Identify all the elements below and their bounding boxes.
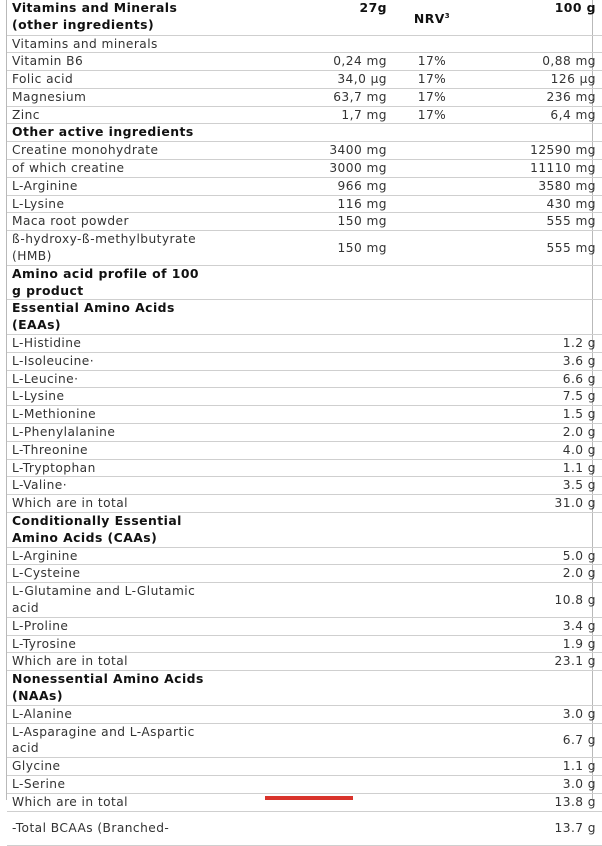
header-serving: 27g [272, 0, 393, 35]
eaa-row-serving [272, 441, 393, 459]
eaa-row-per100: 1.5 g [471, 406, 602, 424]
table-header-row [7, 0, 602, 35]
active-ingredient-row-name: L-Lysine [7, 195, 272, 213]
eaa-row-nrv [393, 459, 471, 477]
eaa-row-serving [272, 388, 393, 406]
eaa-row-name: L-Leucine· [7, 370, 272, 388]
vitamin-row [7, 106, 602, 124]
active-ingredient-row [7, 231, 602, 266]
eaa-row-per100: 3.5 g [471, 477, 602, 495]
eaa-row [7, 441, 602, 459]
eaa-row-per100: 1.1 g [471, 459, 602, 477]
eaa-row-nrv [393, 406, 471, 424]
caa-title-row-nrv [393, 513, 471, 548]
active-ingredient-row-nrv [393, 160, 471, 178]
naa-row-name: Glycine [7, 758, 272, 776]
active-ingredient-row-name: ß-hydroxy-ß-methylbutyrate (HMB) [7, 231, 272, 266]
amino-profile-title-row [7, 265, 602, 300]
caa-row [7, 653, 602, 671]
eaa-row-serving [272, 495, 393, 513]
eaa-title-row-serving [272, 300, 393, 335]
caa-row-name: L-Proline [7, 617, 272, 635]
caa-row-name: L-Arginine [7, 547, 272, 565]
bcaa-row-serving [272, 811, 393, 845]
header-ingredients-line1: Vitamins and Minerals [12, 0, 178, 15]
eaa-row-name: L-Methionine [7, 406, 272, 424]
caa-row-per100: 10.8 g [471, 583, 602, 618]
naa-row-name: L-Serine [7, 775, 272, 793]
caa-row-nrv [393, 547, 471, 565]
vitamin-row-serving: 0,24 mg [272, 53, 393, 71]
naa-row-per100: 1.1 g [471, 758, 602, 776]
active-ingredient-row-nrv [393, 142, 471, 160]
header-per100: 100 g [471, 0, 602, 35]
active-ingredient-row-name: L-Arginine [7, 177, 272, 195]
naa-row-nrv [393, 723, 471, 758]
vitamin-row-serving: 63,7 mg [272, 88, 393, 106]
caa-row-serving [272, 635, 393, 653]
active-ingredient-row [7, 177, 602, 195]
nutrition-table-panel [6, 0, 596, 835]
naa-row [7, 723, 602, 758]
amino-profile-title-row-nrv [393, 265, 471, 300]
header-nrv-cell [393, 0, 471, 35]
naa-row-nrv [393, 758, 471, 776]
eaa-row-per100: 6.6 g [471, 370, 602, 388]
active-ingredient-row [7, 213, 602, 231]
naa-row-per100: 3.0 g [471, 775, 602, 793]
caa-row-serving [272, 583, 393, 618]
eaa-row-per100: 31.0 g [471, 495, 602, 513]
caa-row-name: Which are in total [7, 653, 272, 671]
vitamin-row-name: Zinc [7, 106, 272, 124]
naa-row [7, 758, 602, 776]
naa-row-name: L-Asparagine and L-Aspartic acid [7, 723, 272, 758]
active-ingredient-row-name: of which creatine [7, 160, 272, 178]
eaa-row [7, 424, 602, 442]
vitamin-row-name: Folic acid [7, 71, 272, 89]
amino-profile-title-row-serving [272, 265, 393, 300]
caa-row-nrv [393, 617, 471, 635]
caa-row-nrv [393, 565, 471, 583]
active-ingredient-row-serving: 3000 mg [272, 160, 393, 178]
caa-title-row [7, 513, 602, 548]
bcaa-row-name: -Total BCAAs (Branched- [7, 811, 272, 845]
caa-title-row-serving [272, 513, 393, 548]
other-active-title-row-nrv [393, 124, 471, 142]
active-ingredient-row-serving: 150 mg [272, 213, 393, 231]
eaa-row-per100: 4.0 g [471, 441, 602, 459]
active-ingredient-row-per100: 12590 mg [471, 142, 602, 160]
eaa-row-name: L-Phenylalanine [7, 424, 272, 442]
caa-row-per100: 1.9 g [471, 635, 602, 653]
caa-row-per100: 23.1 g [471, 653, 602, 671]
caa-title-row-name: Conditionally Essential Amino Acids (CAAs) [7, 513, 272, 548]
active-ingredient-row [7, 195, 602, 213]
eaa-row-serving [272, 335, 393, 353]
header-ingredients-line2: (other ingredients) [12, 16, 155, 32]
bcaa-row-per100: 13.7 g [471, 811, 602, 845]
naa-row-serving [272, 723, 393, 758]
eaa-row-nrv [393, 370, 471, 388]
vitamin-row-serving: 34,0 µg [272, 71, 393, 89]
eaa-row-nrv [393, 335, 471, 353]
eaa-row-name: L-Valine· [7, 477, 272, 495]
other-active-title-row [7, 124, 602, 142]
naa-row-serving [272, 705, 393, 723]
eaa-row-nrv [393, 352, 471, 370]
eaa-row-serving [272, 459, 393, 477]
naa-row-nrv [393, 705, 471, 723]
active-ingredient-row-name: Creatine monohydrate [7, 142, 272, 160]
active-ingredient-row-per100: 430 mg [471, 195, 602, 213]
naa-row-per100: 3.0 g [471, 705, 602, 723]
naa-row-serving [272, 775, 393, 793]
active-ingredient-row-nrv [393, 231, 471, 266]
vitamin-row-name: Vitamin B6 [7, 53, 272, 71]
caa-row-serving [272, 565, 393, 583]
amino-profile-title-row-per100 [471, 265, 602, 300]
eaa-row [7, 352, 602, 370]
caa-row-per100: 3.4 g [471, 617, 602, 635]
header-nrv-footnote: 3 [444, 11, 451, 20]
nutrition-table [7, 0, 602, 846]
naa-row [7, 775, 602, 793]
naa-title-row-name: Nonessential Amino Acids (NAAs) [7, 671, 272, 706]
eaa-row-name: L-Lysine [7, 388, 272, 406]
eaa-row-serving [272, 352, 393, 370]
eaa-row-name: L-Isoleucine· [7, 352, 272, 370]
header-nrv: NRV [413, 10, 445, 26]
eaa-row-nrv [393, 477, 471, 495]
active-ingredient-row-per100: 11110 mg [471, 160, 602, 178]
naa-title-row-serving [272, 671, 393, 706]
caa-row [7, 617, 602, 635]
header-ingredients-cell [7, 0, 272, 35]
vitamin-row-serving: 1,7 mg [272, 106, 393, 124]
eaa-row-nrv [393, 441, 471, 459]
vitamins-subheader-label: Vitamins and minerals [7, 35, 272, 53]
eaa-row-serving [272, 424, 393, 442]
active-ingredient-row-serving: 116 mg [272, 195, 393, 213]
eaa-row-name: L-Tryptophan [7, 459, 272, 477]
caa-row-nrv [393, 653, 471, 671]
vitamin-row-per100: 6,4 mg [471, 106, 602, 124]
naa-title-row [7, 671, 602, 706]
other-active-title-row-name: Other active ingredients [7, 124, 272, 142]
eaa-row-nrv [393, 424, 471, 442]
bcaa-row-nrv [393, 811, 471, 845]
caa-row [7, 635, 602, 653]
eaa-row-name: Which are in total [7, 495, 272, 513]
naa-row [7, 705, 602, 723]
vitamin-row-nrv: 17% [393, 106, 471, 124]
caa-row-serving [272, 653, 393, 671]
active-ingredient-row-name: Maca root powder [7, 213, 272, 231]
vitamin-row-nrv: 17% [393, 53, 471, 71]
caa-row-serving [272, 547, 393, 565]
caa-row-nrv [393, 583, 471, 618]
vitamin-row-per100: 0,88 mg [471, 53, 602, 71]
eaa-row [7, 459, 602, 477]
active-ingredient-row-nrv [393, 195, 471, 213]
active-ingredient-row-serving: 3400 mg [272, 142, 393, 160]
caa-row-per100: 2.0 g [471, 565, 602, 583]
eaa-row-serving [272, 406, 393, 424]
active-ingredient-row-serving: 150 mg [272, 231, 393, 266]
eaa-row-nrv [393, 388, 471, 406]
caa-row [7, 583, 602, 618]
naa-title-row-per100 [471, 671, 602, 706]
vitamin-row-name: Magnesium [7, 88, 272, 106]
vitamin-row-per100: 236 mg [471, 88, 602, 106]
naa-row-serving [272, 758, 393, 776]
naa-row-name: L-Alanine [7, 705, 272, 723]
eaa-title-row-nrv [393, 300, 471, 335]
naa-row-per100: 6.7 g [471, 723, 602, 758]
caa-row-name: L-Cysteine [7, 565, 272, 583]
eaa-title-row-per100 [471, 300, 602, 335]
vitamins-subheader-row [7, 35, 602, 53]
scrollbar-thumb[interactable] [265, 796, 353, 800]
naa-row-per100: 13.8 g [471, 793, 602, 811]
eaa-row [7, 495, 602, 513]
eaa-title-row [7, 300, 602, 335]
vitamin-row [7, 88, 602, 106]
amino-profile-title-row-name: Amino acid profile of 100 g product [7, 265, 272, 300]
eaa-row [7, 406, 602, 424]
active-ingredient-row [7, 160, 602, 178]
vitamin-row-nrv: 17% [393, 71, 471, 89]
caa-row [7, 547, 602, 565]
eaa-row-name: L-Histidine [7, 335, 272, 353]
caa-row-name: L-Tyrosine [7, 635, 272, 653]
naa-row-nrv [393, 793, 471, 811]
active-ingredient-row-per100: 555 mg [471, 231, 602, 266]
eaa-row-serving [272, 477, 393, 495]
eaa-title-row-name: Essential Amino Acids (EAAs) [7, 300, 272, 335]
bcaa-row [7, 811, 602, 845]
naa-row-name: Which are in total [7, 793, 272, 811]
eaa-row-nrv [393, 495, 471, 513]
caa-row-serving [272, 617, 393, 635]
caa-row-nrv [393, 635, 471, 653]
active-ingredient-row-nrv [393, 213, 471, 231]
eaa-row-per100: 1.2 g [471, 335, 602, 353]
eaa-row-serving [272, 370, 393, 388]
caa-row [7, 565, 602, 583]
caa-row-per100: 5.0 g [471, 547, 602, 565]
caa-title-row-per100 [471, 513, 602, 548]
eaa-row-per100: 3.6 g [471, 352, 602, 370]
vitamin-row-nrv: 17% [393, 88, 471, 106]
caa-row-name: L-Glutamine and L-Glutamic acid [7, 583, 272, 618]
other-active-title-row-per100 [471, 124, 602, 142]
active-ingredient-row-nrv [393, 177, 471, 195]
active-ingredient-row [7, 142, 602, 160]
vitamin-row [7, 71, 602, 89]
eaa-row-per100: 2.0 g [471, 424, 602, 442]
active-ingredient-row-per100: 555 mg [471, 213, 602, 231]
eaa-row-per100: 7.5 g [471, 388, 602, 406]
eaa-row [7, 335, 602, 353]
vitamin-row [7, 53, 602, 71]
eaa-row-name: L-Threonine [7, 441, 272, 459]
active-ingredient-row-per100: 3580 mg [471, 177, 602, 195]
eaa-row [7, 388, 602, 406]
other-active-title-row-serving [272, 124, 393, 142]
eaa-row [7, 370, 602, 388]
active-ingredient-row-serving: 966 mg [272, 177, 393, 195]
eaa-row [7, 477, 602, 495]
vitamin-row-per100: 126 µg [471, 71, 602, 89]
naa-title-row-nrv [393, 671, 471, 706]
naa-row-nrv [393, 775, 471, 793]
